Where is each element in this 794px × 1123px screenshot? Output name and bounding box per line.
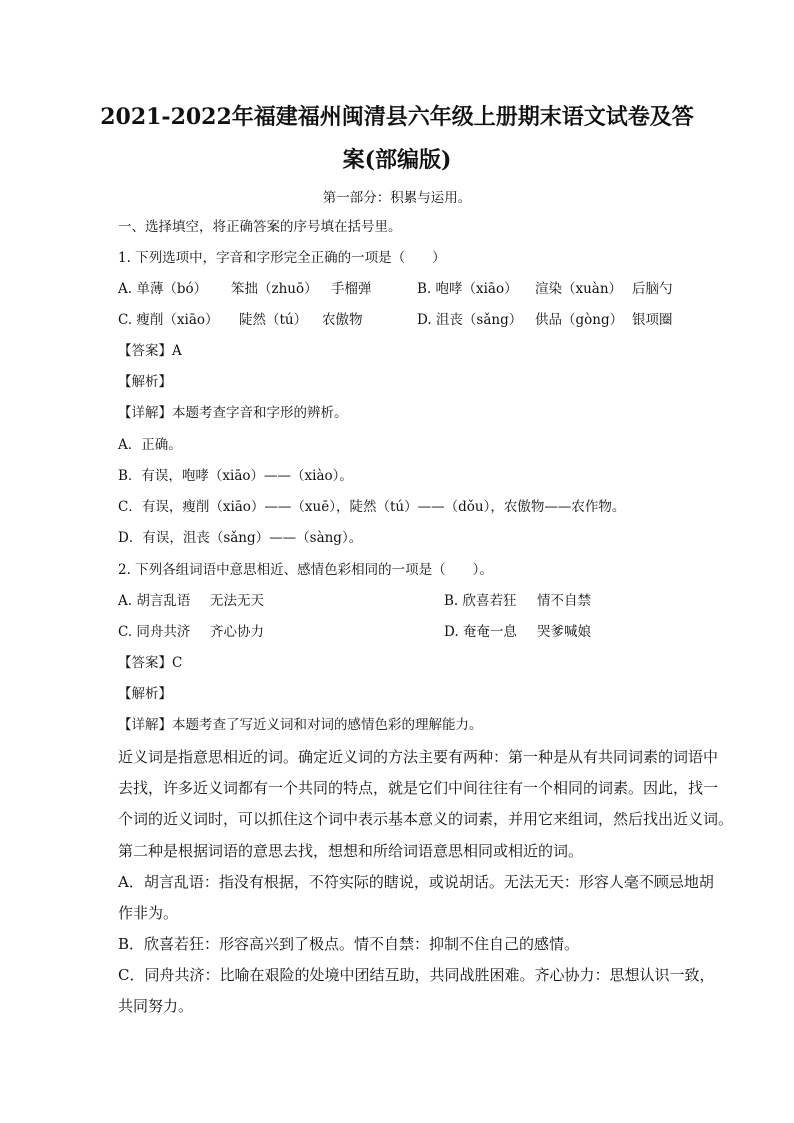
q2-detail: 【详解】本题考查了写近义词和对词的感情色彩的理解能力。 [118, 717, 483, 733]
q2-paragraph-line: 共同努力。 [118, 997, 194, 1015]
q1-explanation-b: B．有误，咆哮（xiāo）——（xiào）。 [118, 468, 353, 484]
q2-option-b-1: B. 欣喜若狂 [444, 593, 517, 609]
q2-paragraph-line: A．胡言乱语：指没有根据，不符实际的瞎说，或说胡话。无法无天：形容人毫不顾忌地胡 [118, 873, 714, 891]
q1-option-b-2: 渲染（xuàn） [535, 281, 623, 297]
q1-analysis-label: 【解析】 [118, 374, 172, 390]
q1-option-b-1: B. 咆哮（xiāo） [417, 281, 518, 297]
q1-option-c-3: 农傲物 [322, 312, 363, 328]
q2-paragraph-line: C．同舟共济：比喻在艰险的处境中团结互助，共同战胜困难。齐心协力：思想认识一致， [118, 966, 715, 984]
q1-answer: 【答案】A [118, 343, 182, 359]
q2-stem: 2. 下列各组词语中意思相近、感情色彩相同的一项是（ ）。 [118, 562, 493, 578]
q2-answer: 【答案】C [118, 655, 183, 671]
q2-option-d-1: D. 奄奄一息 [444, 624, 517, 640]
q1-option-d-2: 供品（gòng） [535, 312, 624, 328]
q2-option-a-2: 无法无天 [210, 593, 264, 609]
q2-option-b-2: 情不自禁 [537, 593, 591, 609]
q2-option-c-2: 齐心协力 [210, 624, 264, 640]
q2-analysis-label: 【解析】 [118, 686, 172, 702]
q2-option-c-1: C. 同舟共济 [118, 624, 191, 640]
q1-option-a-3: 手榴弹 [331, 281, 372, 297]
q1-option-c-2: 陡然（tú） [239, 312, 308, 328]
q2-paragraph-line: B．欣喜若狂：形容高兴到了极点。情不自禁：抑制不住自己的感情。 [118, 935, 580, 953]
q2-option-d-2: 哭爹喊娘 [537, 624, 591, 640]
q1-stem: 1. 下列选项中，字音和字形完全正确的一项是（ ） [118, 250, 446, 266]
q1-option-c-1: C. 瘦削（xiāo） [118, 312, 219, 328]
q1-option-a-1: A. 单薄（bó） [118, 281, 208, 297]
q2-paragraph-line: 第二种是根据词语的意思去找，想想和所给词语意思相同或相近的词。 [118, 842, 584, 860]
q2-paragraph-line: 作非为。 [118, 904, 179, 922]
q2-paragraph-line: 去找，许多近义词都有一个共同的特点，就是它们中间往往有一个相同的词素。因此，找一 [118, 779, 719, 797]
q1-option-d-1: D. 沮丧（sǎng） [417, 312, 523, 328]
q1-option-a-2: 笨拙（zhuō） [231, 281, 318, 297]
document-title-line-1: 2021-2022年福建福州闽清县六年级上册期末语文试卷及答 [100, 104, 694, 130]
q2-paragraph-line: 近义词是指意思相近的词。确定近义词的方法主要有两种：第一种是从有共同词素的词语中 [118, 748, 719, 766]
q2-option-a-1: A. 胡言乱语 [118, 593, 191, 609]
q1-detail: 【详解】本题考查字音和字形的辨析。 [118, 405, 348, 421]
q2-paragraph-line: 个词的近义词时，可以抓住这个词中表示基本意义的词素，并用它来组词，然后找出近义词。 [118, 810, 734, 828]
q1-explanation-a: A．正确。 [118, 437, 182, 453]
document-title-line-2: 案(部编版) [342, 147, 452, 173]
part-subtitle: 第一部分：积累与运用。 [322, 190, 472, 206]
q1-option-b-3: 后脑勺 [632, 281, 673, 297]
q1-explanation-c: C．有误，瘦削（xiāo）——（xuē），陡然（tú）——（dǒu），农傲物——农作物。 [118, 499, 626, 515]
section-heading: 一、选择填空，将正确答案的序号填在括号里。 [118, 219, 402, 235]
q1-explanation-d: D．有误，沮丧（sǎng）——（sàng）。 [118, 530, 363, 546]
q1-option-d-3: 银项圈 [632, 312, 673, 328]
